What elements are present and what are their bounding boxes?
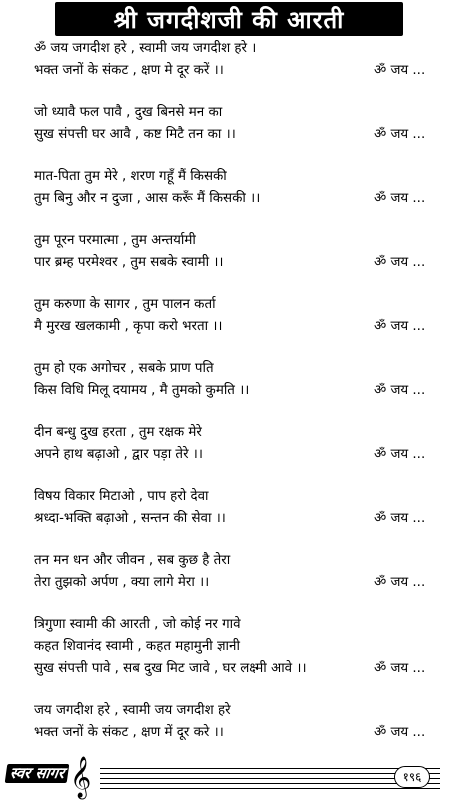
verse-text: भक्त जनों के संकट , क्षण मे दूर करें ।। xyxy=(34,63,224,78)
verse-text: मात-पिता तुम मेरे , शरण गहूँ मैं किसकी xyxy=(34,169,227,184)
verse-line xyxy=(34,358,444,380)
verse-line xyxy=(34,444,444,466)
verse-text: ॐ जय जगदीश हरे , स्वामी जय जगदीश हरे । xyxy=(34,41,257,56)
verse-line xyxy=(34,614,444,636)
verse-line xyxy=(34,316,444,338)
refrain-label: ॐ जय ... xyxy=(374,725,426,740)
verse-text: तन मन धन और जीवन , सब कुछ है तेरा xyxy=(34,553,231,568)
verse-text: त्रिगुणा स्वामी की आरती , जो कोई नर गावे xyxy=(34,617,241,632)
brand-logo: स्वर सागर xyxy=(5,764,70,783)
verse-line xyxy=(34,38,444,60)
stanza xyxy=(34,486,444,530)
footer xyxy=(0,758,458,800)
verse-text: तुम करुणा के सागर , तुम पालन कर्ता xyxy=(34,297,216,312)
verse-text: तुम हो एक अगोचर , सबके प्राण पति xyxy=(34,361,214,376)
verse-text: किस विधि मिलू दयामय , मै तुमको कुमति ।। xyxy=(34,383,250,398)
verse-line xyxy=(34,658,444,680)
refrain-label: ॐ जय ... xyxy=(374,63,426,78)
verse-text: तुम बिनु और न दुजा , आस करूँ मैं किसकी ।। xyxy=(34,191,261,206)
verse-text: कहत शिवानंद स्वामी , कहत महामुनी ज्ञानी xyxy=(34,639,240,654)
verse-text: अपने हाथ बढ़ाओ , द्वार पड़ा तेरे ।। xyxy=(34,447,203,462)
refrain-label: ॐ जय ... xyxy=(374,447,426,462)
page-title: श्री जगदीशजी की आरती xyxy=(113,5,345,34)
verse-text: जो ध्यावै फल पावै , दुख बिनसे मन का xyxy=(34,105,223,120)
refrain-label: ॐ जय ... xyxy=(374,511,426,526)
verse-line xyxy=(34,422,444,444)
verse-line xyxy=(34,230,444,252)
stanza xyxy=(34,294,444,338)
verse-line xyxy=(34,550,444,572)
stanza xyxy=(34,358,444,402)
refrain-label: ॐ जय ... xyxy=(374,319,426,334)
verse-line xyxy=(34,294,444,316)
music-staff xyxy=(100,768,440,793)
verse-line xyxy=(34,102,444,124)
treble-clef-icon: 𝄞 xyxy=(70,757,92,798)
verse-line xyxy=(34,188,444,210)
verse-line xyxy=(34,486,444,508)
verse-text: तुम पूरन परमात्मा , तुम अन्तर्यामी xyxy=(34,233,196,248)
verse-text: तेरा तुझको अर्पण , क्या लागे मेरा ।। xyxy=(34,575,210,590)
refrain-label: ॐ जय ... xyxy=(374,661,426,676)
verse-line xyxy=(34,700,444,722)
verse-line xyxy=(34,60,444,82)
verse-line xyxy=(34,722,444,744)
refrain-label: ॐ जय ... xyxy=(374,575,426,590)
page-number: १९६ xyxy=(394,766,430,788)
stanza xyxy=(34,422,444,466)
refrain-label: ॐ जय ... xyxy=(374,127,426,142)
verse-line xyxy=(34,572,444,594)
verse-text: सुख संपत्ती पावे , सब दुख मिट जावे , घर लक्ष्मी आवे ।। xyxy=(34,661,307,676)
verse-line xyxy=(34,124,444,146)
verse-text: भक्त जनों के संकट , क्षण में दूर करे ।। xyxy=(34,725,224,740)
stanza xyxy=(34,550,444,594)
verse-line xyxy=(34,166,444,188)
verse-text: विषय विकार मिटाओ , पाप हरो देवा xyxy=(34,489,209,504)
verse-text: मै मुरख खलकामी , कृपा करो भरता ।। xyxy=(34,319,223,334)
refrain-label: ॐ जय ... xyxy=(374,255,426,270)
verse-text: पार ब्रम्ह परमेश्वर , तुम सबके स्वामी ।। xyxy=(34,255,224,270)
verse-line xyxy=(34,380,444,402)
verse-text: दीन बन्धु दुख हरता , तुम रक्षक मेरे xyxy=(34,425,202,440)
verse-text: सुख संपत्ती घर आवै , कष्ट मिटै तन का ।। xyxy=(34,127,236,142)
stanza xyxy=(34,166,444,210)
refrain-label: ॐ जय ... xyxy=(374,383,426,398)
stanza xyxy=(34,38,444,82)
stanza xyxy=(34,230,444,274)
verse-text: जय जगदीश हरे , स्वामी जय जगदीश हरे xyxy=(34,703,231,718)
verse-text: श्रध्दा-भक्ति बढ़ाओ , सन्तन की सेवा ।। xyxy=(34,511,226,526)
verse-line xyxy=(34,508,444,530)
stanza xyxy=(34,614,444,680)
stanza xyxy=(34,102,444,146)
title-banner xyxy=(55,2,403,36)
verse-line xyxy=(34,252,444,274)
refrain-label: ॐ जय ... xyxy=(374,191,426,206)
stanza xyxy=(34,700,444,744)
verses-container xyxy=(34,38,444,764)
verse-line xyxy=(34,636,444,658)
